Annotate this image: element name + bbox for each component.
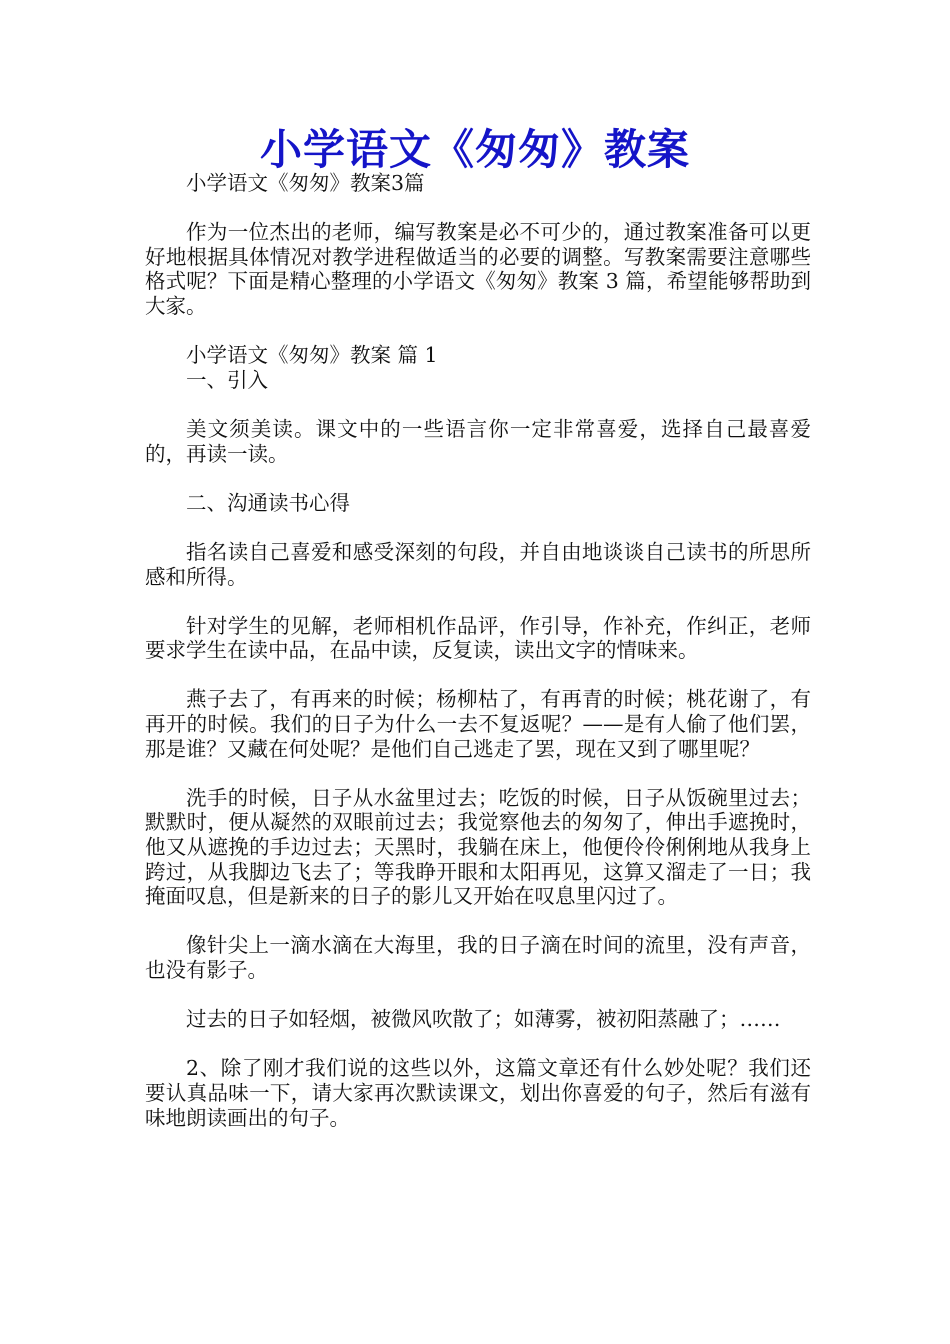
document-subtitle: 小学语文《匆匆》教案3篇 bbox=[186, 171, 425, 195]
paragraph-7: 过去的日子如轻烟，被微风吹散了；如薄雾，被初阳蒸融了；…… bbox=[186, 1007, 781, 1032]
paragraph-4: 燕子去了，有再来的时候；杨柳枯了，有再青的时候；桃花谢了，有再开的时候。我们的日子为什么一去不复返呢？——是有人偷了他们罢，那是谁？又藏在何处呢？是他们自己逃走了罢，现在又到了哪里呢？ bbox=[145, 687, 811, 761]
spacer bbox=[145, 983, 811, 1008]
document-body bbox=[145, 171, 811, 1130]
spacer bbox=[145, 319, 811, 344]
paragraph-5: 洗手的时候，日子从水盆里过去；吃饭的时候，日子从饭碗里过去；默默时，便从凝然的双眼前过去；我觉察他去的匆匆了，伸出手遮挽时，他又从遮挽的手边过去；天黑时，我躺在床上，他便伶伶俐俐地从我身上跨过，从我脚边飞去了；等我睁开眼和太阳再见，这算又溜走了一日；我掩面叹息，但是新来的日子的影儿又开始在叹息里闪过了。 bbox=[145, 785, 811, 909]
paragraph-1: 美文须美读。课文中的一些语言你一定非常喜爱，选择自己最喜爱的，再读一读。 bbox=[145, 416, 811, 466]
spacer bbox=[145, 515, 811, 540]
spacer bbox=[145, 1032, 811, 1057]
spacer bbox=[145, 663, 811, 688]
heading-introduction: 一、引入 bbox=[186, 367, 268, 392]
paragraph-6: 像针尖上一滴水滴在大海里，我的日子滴在时间的流里，没有声音，也没有影子。 bbox=[145, 933, 811, 982]
spacer bbox=[145, 909, 811, 934]
spacer bbox=[145, 761, 811, 786]
paragraph-3: 针对学生的见解，老师相机作品评，作引导，作补充，作纠正，老师要求学生在读中品，在品中读，反复读，读出文字的情味来。 bbox=[145, 613, 811, 663]
spacer bbox=[145, 392, 811, 417]
intro-paragraph: 作为一位杰出的老师，编写教案是必不可少的，通过教案准备可以更好地根据具体情况对教学进程做适当的必要的调整。写教案需要注意哪些格式呢？下面是精心整理的小学语文《匆匆》教案 3 篇，希望能够帮助到大家。 bbox=[145, 220, 811, 318]
spacer bbox=[145, 196, 811, 221]
section-title: 小学语文《匆匆》教案 篇 1 bbox=[186, 343, 438, 368]
heading-reading-experience: 二、沟通读书心得 bbox=[186, 490, 350, 515]
document-title: 小学语文《匆匆》教案 bbox=[259, 125, 690, 174]
spacer bbox=[145, 466, 811, 491]
paragraph-8: 2、除了刚才我们说的这些以外，这篇文章还有什么妙处呢？我们还要认真品味一下，请大家再次默读课文，划出你喜爱的句子，然后有滋有味地朗读画出的句子。 bbox=[145, 1056, 811, 1130]
paragraph-2: 指名读自己喜爱和感受深刻的句段，并自由地谈谈自己读书的所思所感和所得。 bbox=[145, 539, 811, 589]
spacer bbox=[145, 589, 811, 614]
